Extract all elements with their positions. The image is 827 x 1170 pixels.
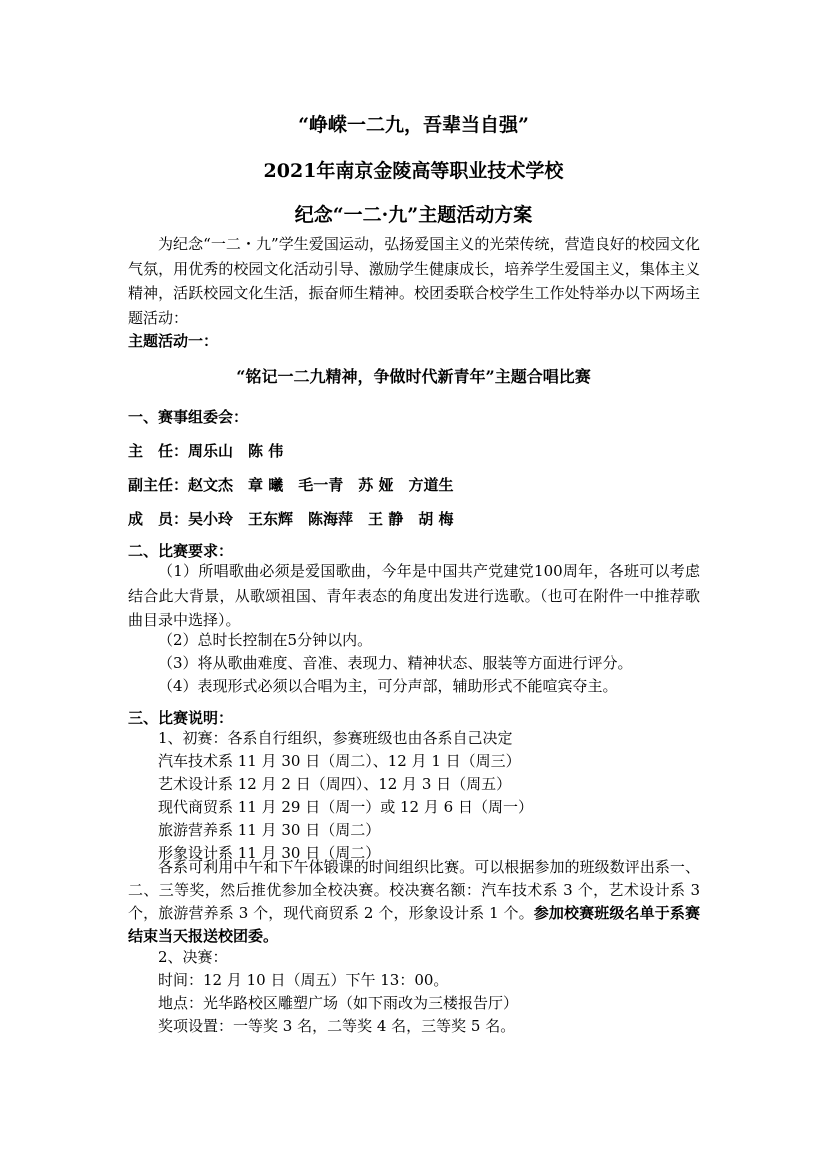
- title-line-3: 纪念“一二·九”主题活动方案: [294, 204, 533, 226]
- final-awards: 奖项设置：一等奖 3 名，二等奖 4 名，三等奖 5 名。: [158, 1017, 516, 1035]
- members-label: 成 员：: [128, 510, 189, 528]
- section-3-heading: 三、比赛说明：: [128, 709, 234, 727]
- activity-1-label: 主题活动一：: [128, 332, 219, 350]
- director-label: 主 任：: [128, 442, 189, 460]
- director-names: 周乐山 陈 伟: [188, 442, 284, 460]
- prelim-note: [128, 856, 700, 948]
- section-2-heading: 二、比赛要求：: [128, 542, 234, 560]
- activity-1-title: “铭记一二九精神，争做时代新青年”主题合唱比赛: [236, 367, 591, 386]
- section-1-heading: 一、赛事组委会：: [128, 408, 249, 426]
- prelim-note-text: 各系可利用中午和下午体锻课的时间组织比赛。可以根据参加的班级数评出系一、二、三等奖，然后推优参加全校决赛。校决赛名额：汽车技术系 3 个，艺术设计系 3 个，旅游营养系 3 个，现代商贸系 2 个，形象设计系 1 个。: [128, 858, 700, 922]
- requirement-3: （3）将从歌曲难度、音准、表现力、精神状态、服装等方面进行评分。: [158, 654, 633, 672]
- title-line-2: 2021年南京金陵高等职业技术学校: [263, 160, 564, 182]
- prelim-date-5: 形象设计系 11 月 30 日（周二）: [158, 844, 381, 862]
- requirement-1: （1）所唱歌曲必须是爱国歌曲，今年是中国共产党建党100周年，各班可以考虑结合此大背景，从歌颂祖国、青年表态的角度出发进行选歌。（也可在附件一中推荐歌曲目录中选择）。: [128, 562, 700, 629]
- prelim-note-bold: 参加校赛班级名单于系赛结束当天报送校团委。: [128, 904, 700, 945]
- requirement-2: （2）总时长控制在5分钟以内。: [158, 631, 373, 649]
- committee-director: [128, 440, 283, 461]
- deputy-label: 副主任：: [128, 476, 189, 494]
- final-heading: 2、决赛：: [158, 948, 228, 966]
- prelim-date-2: 艺术设计系 12 月 2 日（周四）、12 月 3 日（周五）: [158, 775, 512, 793]
- title-line-1: “峥嵘一二九，吾辈当自强”: [298, 114, 529, 136]
- committee-deputy: [128, 474, 453, 495]
- requirement-4: （4）表现形式必须以合唱为主，可分声部，辅助形式不能喧宾夺主。: [158, 677, 618, 695]
- prelim-heading: 1、初赛：各系自行组织，参赛班级也由各系自己决定: [158, 729, 513, 747]
- final-place: 地点：光华路校区雕塑广场（如下雨改为三楼报告厅）: [158, 994, 519, 1012]
- intro-paragraph: 为纪念“一二・九”学生爱国运动，弘扬爱国主义的光荣传统，营造良好的校园文化气氛，用优秀的校园文化活动引导、激励学生健康成长，培养学生爱国主义，集体主义精神，活跃校园文化生活，振奋师生精神。校团委联合校学生工作处特举办以下两场主题活动：: [128, 235, 700, 327]
- prelim-date-3: 现代商贸系 11 月 29 日（周一）或 12 月 6 日（周一）: [158, 798, 533, 816]
- prelim-date-4: 旅游营养系 11 月 30 日（周二）: [158, 821, 381, 839]
- deputy-names: 赵文杰 章 曦 毛一青 苏 娅 方道生: [188, 476, 454, 494]
- prelim-date-1: 汽车技术系 11 月 30 日（周二）、12 月 1 日（周三）: [158, 752, 521, 770]
- committee-members: [128, 508, 453, 529]
- members-names: 吴小玲 王东辉 陈海萍 王 静 胡 梅: [188, 510, 454, 528]
- final-time: 时间：12 月 10 日（周五）下午 13：00。: [158, 971, 449, 989]
